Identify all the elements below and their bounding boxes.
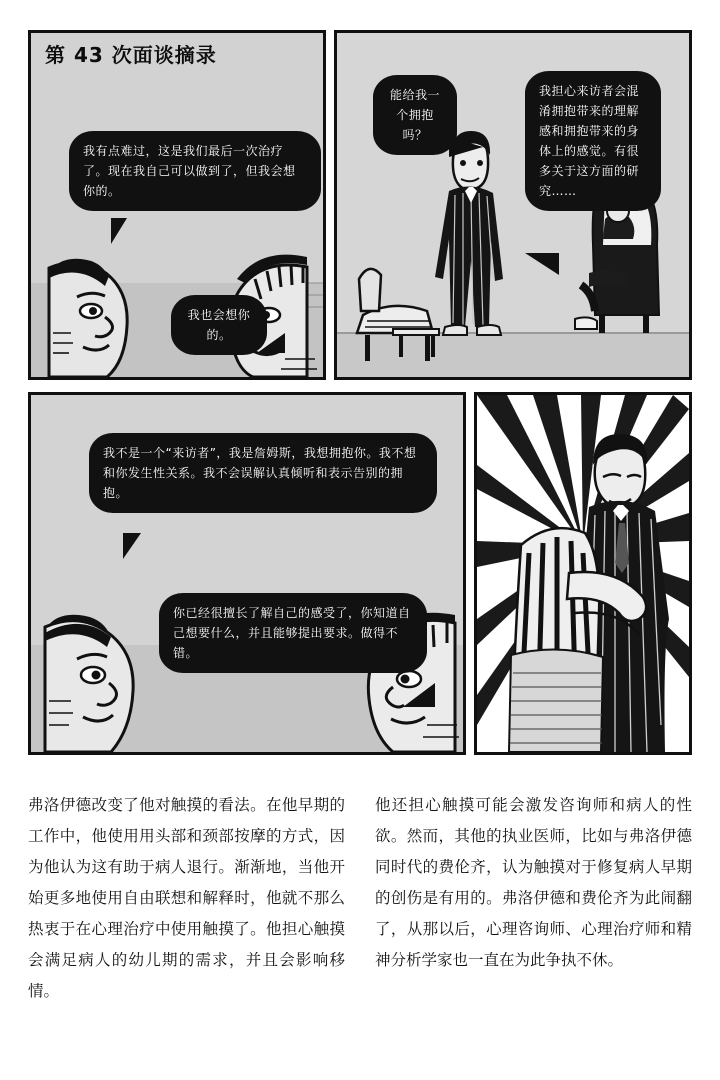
article-column-2: 他还担心触摸可能会激发咨询师和病人的性欲。然而，其他的执业医师，比如与弗洛伊德同时代的费伦齐，认为触摸对于修复病人早期的创伤是有用的。弗洛伊德和费伦齐为此闹翻了，从那以后，心理咨询师、心理治疗师和精神分析学家也一直在为此争执不休。: [375, 796, 692, 969]
speech-bubble-1-tail: [111, 218, 127, 244]
speech-bubble-5: 我不是一个“来访者”，我是詹姆斯，我想拥抱你。我不想和你发生性关系。我不会误解认真倾听和表示告别的拥抱。: [89, 433, 437, 513]
comic-grid: [28, 30, 692, 755]
speech-bubble-6: 你已经很擅长了解自己的感受了，你知道自己想要什么，并且能够提出要求。做得不错。: [159, 593, 427, 673]
comic-title: 第 43 次面谈摘录: [45, 43, 217, 67]
speech-bubble-2: 我也会想你的。: [171, 295, 267, 355]
article-column-1: 弗洛伊德改变了他对触摸的看法。在他早期的工作中，他使用用头部和颈部按摩的方式，因为他认为这有助于病人退行。渐渐地，当他开始更多地使用自由联想和解释时，他就不那么热衷于在心理治疗中使用触摸了。他担心触摸会满足病人的幼儿期的需求，并且会影响移情。: [28, 796, 345, 1000]
comic-panel-2: [334, 30, 692, 380]
speech-bubble-3: 能给我一个拥抱吗？: [373, 75, 457, 155]
comic-panel-3: [28, 392, 466, 755]
panel-4-artwork: [477, 395, 689, 752]
speech-bubble-5-tail: [123, 533, 141, 559]
speech-bubble-2-tail: [257, 333, 285, 353]
comic-panel-1: [28, 30, 326, 380]
comic-panel-4: [474, 392, 692, 755]
article-body: [28, 790, 692, 1007]
speech-bubble-4: 我担心来访者会混淆拥抱带来的理解感和拥抱带来的身体上的感觉。有很多关于这方面的研究……: [525, 71, 661, 211]
speech-bubble-3-tail: [449, 137, 483, 157]
speech-bubble-4-tail: [525, 253, 559, 275]
speech-bubble-1: 我有点难过，这是我们最后一次治疗了。现在我自己可以做到了，但我会想你的。: [69, 131, 321, 211]
speech-bubble-6-tail: [403, 683, 435, 707]
